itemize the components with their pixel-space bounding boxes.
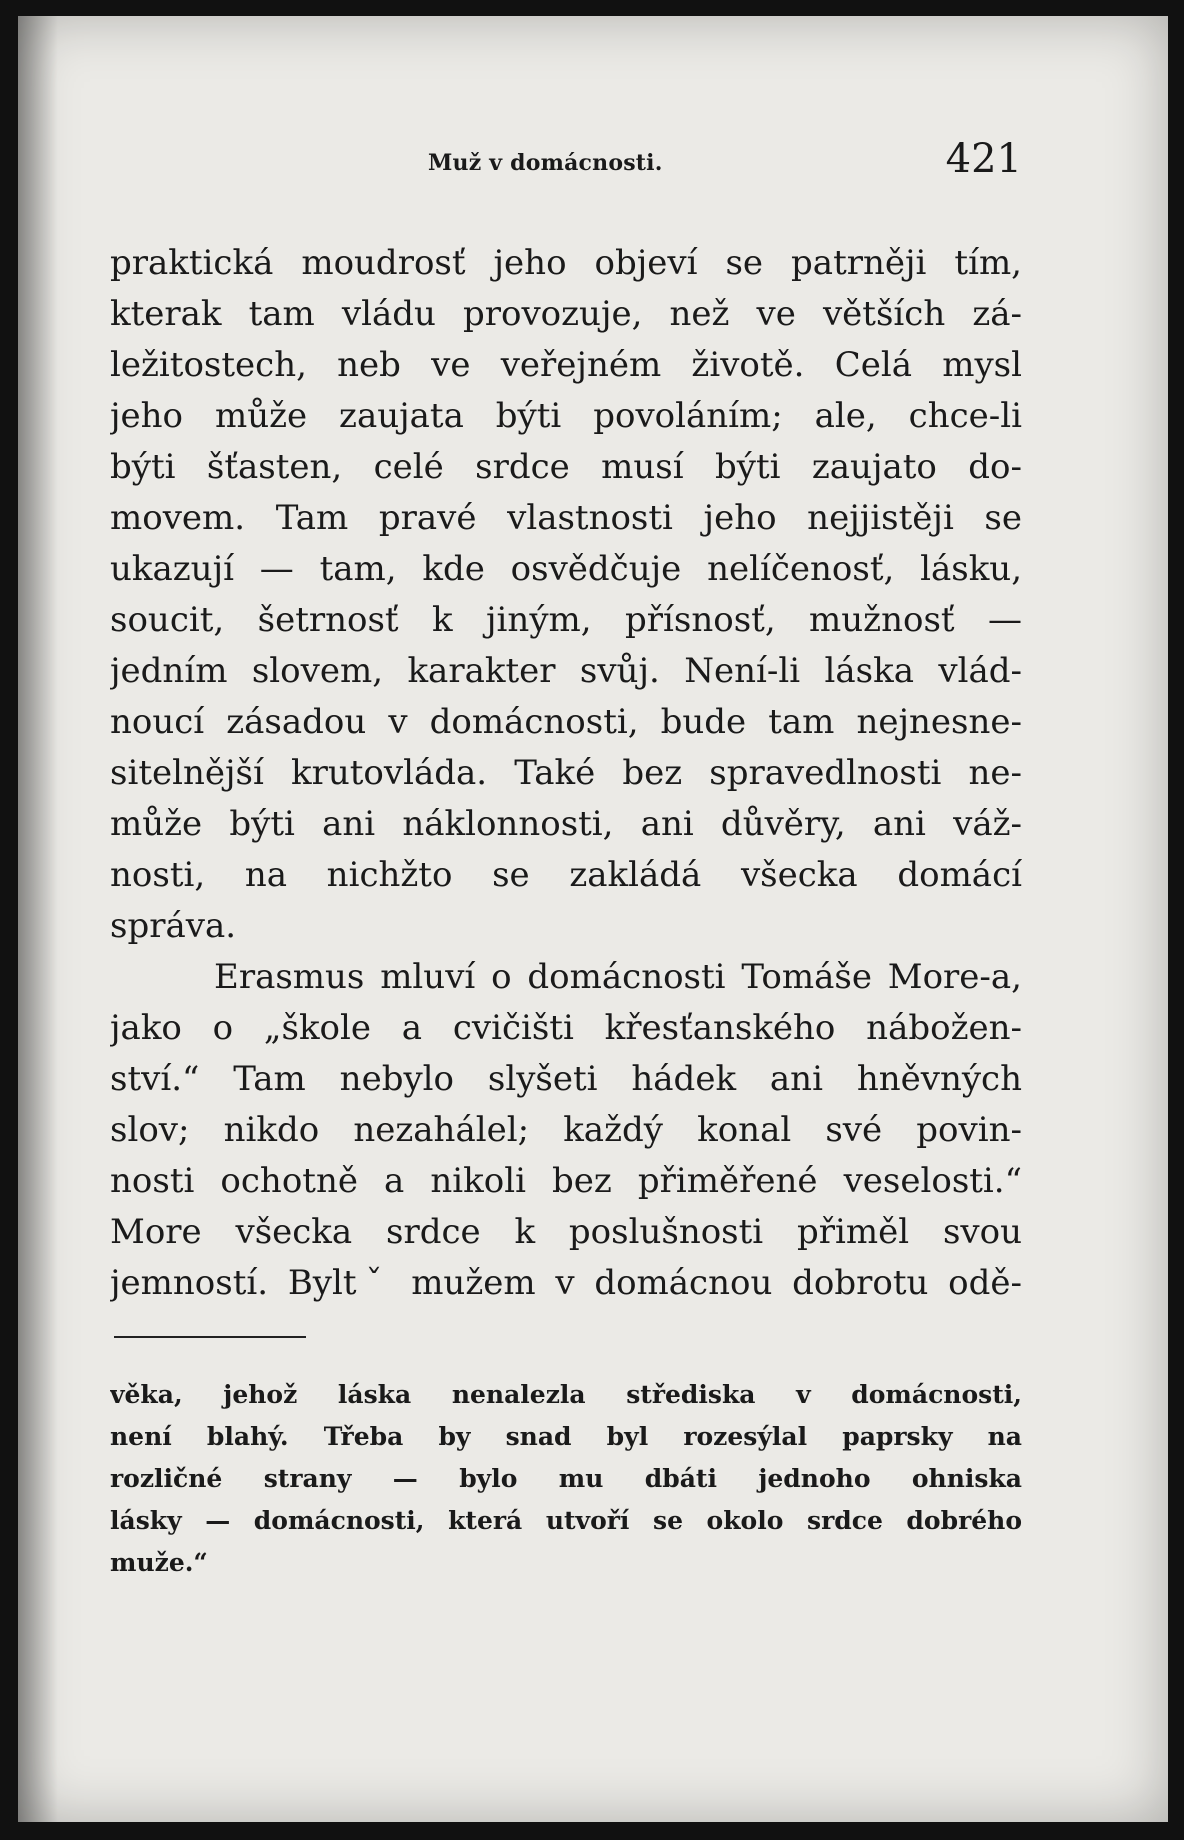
- body-line: More všecka srdce k poslušnosti přiměl svou: [110, 1212, 1022, 1252]
- body-line: nosti ochotně a nikoli bez přiměřené veselosti.“: [110, 1161, 1022, 1201]
- body-line: movem. Tam pravé vlastnosti jeho nejjistěji se: [110, 498, 1022, 538]
- body-text: [110, 238, 1022, 1309]
- footnote-line: věka, jehož láska nenalezla střediska v domácnosti,: [110, 1380, 1022, 1409]
- running-head-title: Muž v domácnosti.: [428, 150, 663, 176]
- body-line: jemností. Byltˇ mužem v domácnou dobrotu odě-: [110, 1263, 1022, 1303]
- footnote-line: rozličné strany — bylo mu dbáti jednoho ohniska: [110, 1464, 1022, 1493]
- body-line: ství.“ Tam nebylo slyšeti hádek ani hněvných: [110, 1059, 1022, 1099]
- body-line: noucí zásadou v domácnosti, bude tam nejnesne-: [110, 702, 1022, 742]
- footnote-line: není blahý. Třeba by snad byl rozesýlal paprsky na: [110, 1422, 1022, 1451]
- running-head: [110, 130, 1022, 190]
- footnote-line: lásky — domácnosti, která utvoří se okolo srdce dobrého: [110, 1506, 1022, 1535]
- body-line: jako o „škole a cvičišti křesťanského nábožen-: [110, 1008, 1022, 1048]
- body-line: slov; nikdo nezahálel; každý konal své povin-: [110, 1110, 1022, 1150]
- body-line: soucit, šetrnosť k jiným, přísnosť, mužnosť —: [110, 600, 1022, 640]
- body-line: býti šťasten, celé srdce musí býti zaujato do-: [110, 447, 1022, 487]
- body-line: kterak tam vládu provozuje, než ve větších zá-: [110, 294, 1022, 334]
- spine-shadow: [18, 16, 58, 1822]
- body-line: ležitostech, neb ve veřejném životě. Celá mysl: [110, 345, 1022, 385]
- footnote: [110, 1374, 1022, 1584]
- body-line: jedním slovem, karakter svůj. Není-li láska vlád-: [110, 651, 1022, 691]
- body-line: ukazují — tam, kde osvědčuje nelíčenosť, lásku,: [110, 549, 1022, 589]
- page-number: 421: [945, 136, 1022, 182]
- footnote-line: muže.“: [110, 1548, 208, 1577]
- body-line: může býti ani náklonnosti, ani důvěry, ani váž-: [110, 804, 1022, 844]
- body-line: jeho může zaujata býti povoláním; ale, chce-li: [110, 396, 1022, 436]
- footnote-rule: [114, 1336, 306, 1338]
- body-line: sitelnější krutovláda. Také bez spravedlnosti ne-: [110, 753, 1022, 793]
- book-page: [18, 16, 1168, 1822]
- body-line: správa.: [110, 906, 237, 946]
- body-line: praktická moudrosť jeho objeví se patrněji tím,: [110, 243, 1022, 283]
- body-line: Erasmus mluví o domácnosti Tomáše More-a,: [214, 957, 1022, 997]
- body-line: nosti, na nichžto se zakládá všecka domácí: [110, 855, 1022, 895]
